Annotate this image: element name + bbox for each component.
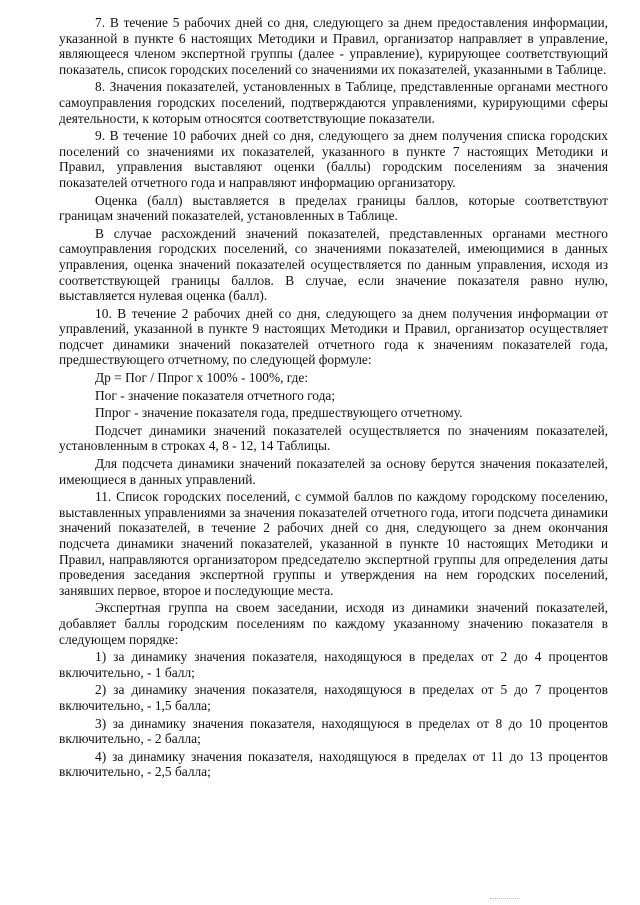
formula-line: Др = Пог / Ппрог х 100% - 100%, где: [95, 370, 309, 386]
paragraph-7: 7. В течение 5 рабочих дней со дня, следующего за днем предоставления информации, указанной в пункте 6 настоящих Методики и Правил, организатор направляет в управление, являющееся членом экспертной группы (далее - управление), курирующее соответствующий показатель, список городских поселений со значениями их показателей, указанными в Таблице. [59, 15, 608, 77]
paragraph-dynamics-rows: Подсчет динамики значений показателей осуществляется по значениям показателей, установленным в строках 4, 8 - 12, 14 Таблицы. [59, 422, 608, 454]
paragraph-11: 11. Список городских поселений, с суммой баллов по каждому городскому поселению, выставленных управлениями за значения показателей отчетного года, итоги подсчета динамики значений показателей, в течение 2 рабочих дней со дня, следующего за днем окончания подсчета динамики значений показателей, указанной в пункте 10 настоящих Методики и Правил, направляются организатором председателю экспертной группы для определения даты проведения заседания экспертной группы и утверждения на нем городских поселений, занявших первое, второе и последующие места. [59, 489, 608, 598]
paragraph-10: 10. В течение 2 рабочих дней со дня, следующего за днем получения информации от управлений, указанной в пункте 9 настоящих Методики и Правил, организатор осуществляет подсчет динамики значений показателей отчетного года к значениям показателей года, предшествующего отчетному, по следующей формуле: [59, 305, 608, 368]
list-item-1: 1) за динамику значения показателя, находящуюся в пределах от 2 до 4 процентов включительно, - 1 балл; [59, 649, 608, 680]
paragraph-dynamics-basis: Для подсчета динамики значений показателей за основу берутся значения показателей, имеющиеся в данных управлений. [59, 456, 608, 487]
paragraph-expert-group: Экспертная группа на своем заседании, исходя из динамики значений показателей, добавляет баллы городским поселениям по каждому указанному значению показателя в следующем порядке: [59, 600, 608, 647]
formula-def-pog: Пог - значение показателя отчетного года; [95, 387, 336, 403]
list-item-4: 4) за динамику значения показателя, находящуюся в пределах от 11 до 13 процентов включительно, - 2,5 балла; [59, 748, 608, 780]
paragraph-score-bounds: Оценка (балл) выставляется в пределах границы баллов, которые соответствуют границам значений показателей, установленных в Таблице. [59, 192, 608, 224]
paragraph-9: 9. В течение 10 рабочих дней со дня, следующего за днем получения списка городских поселений со значениями их показателей, указанного в пункте 7 настоящих Методики и Правил, управления выставляют оценки (баллы) городским поселениям за значения показателей отчетного года и направляют информацию организатору. [59, 128, 608, 190]
document-page [59, 15, 608, 782]
list-item-3: 3) за динамику значения показателя, находящуюся в пределах от 8 до 10 процентов включительно, - 2 балла; [59, 715, 608, 747]
paragraph-8: 8. Значения показателей, установленных в Таблице, представленные органами местного самоуправления городских поселений, подтверждаются управлениями, курирующими сферы деятельности, к которым относятся соответствующие показатели. [59, 79, 608, 126]
list-item-2: 2) за динамику значения показателя, находящуюся в пределах от 5 до 7 процентов включительно, - 1,5 балла; [59, 682, 608, 713]
formula-def-pprog: Ппрог - значение показателя года, предшествующего отчетному. [95, 405, 463, 421]
scan-artifact [490, 898, 520, 901]
paragraph-discrepancy: В случае расхождений значений показателей, представленных органами местного самоуправления городских поселений, со значениями показателей, имеющимися в данных управления, оценка значений показателей осуществляется по данным управления, исходя из соответствующей границы баллов. В случае, если значение показателя равно нулю, выставляется нулевая оценка (балл). [59, 225, 608, 304]
